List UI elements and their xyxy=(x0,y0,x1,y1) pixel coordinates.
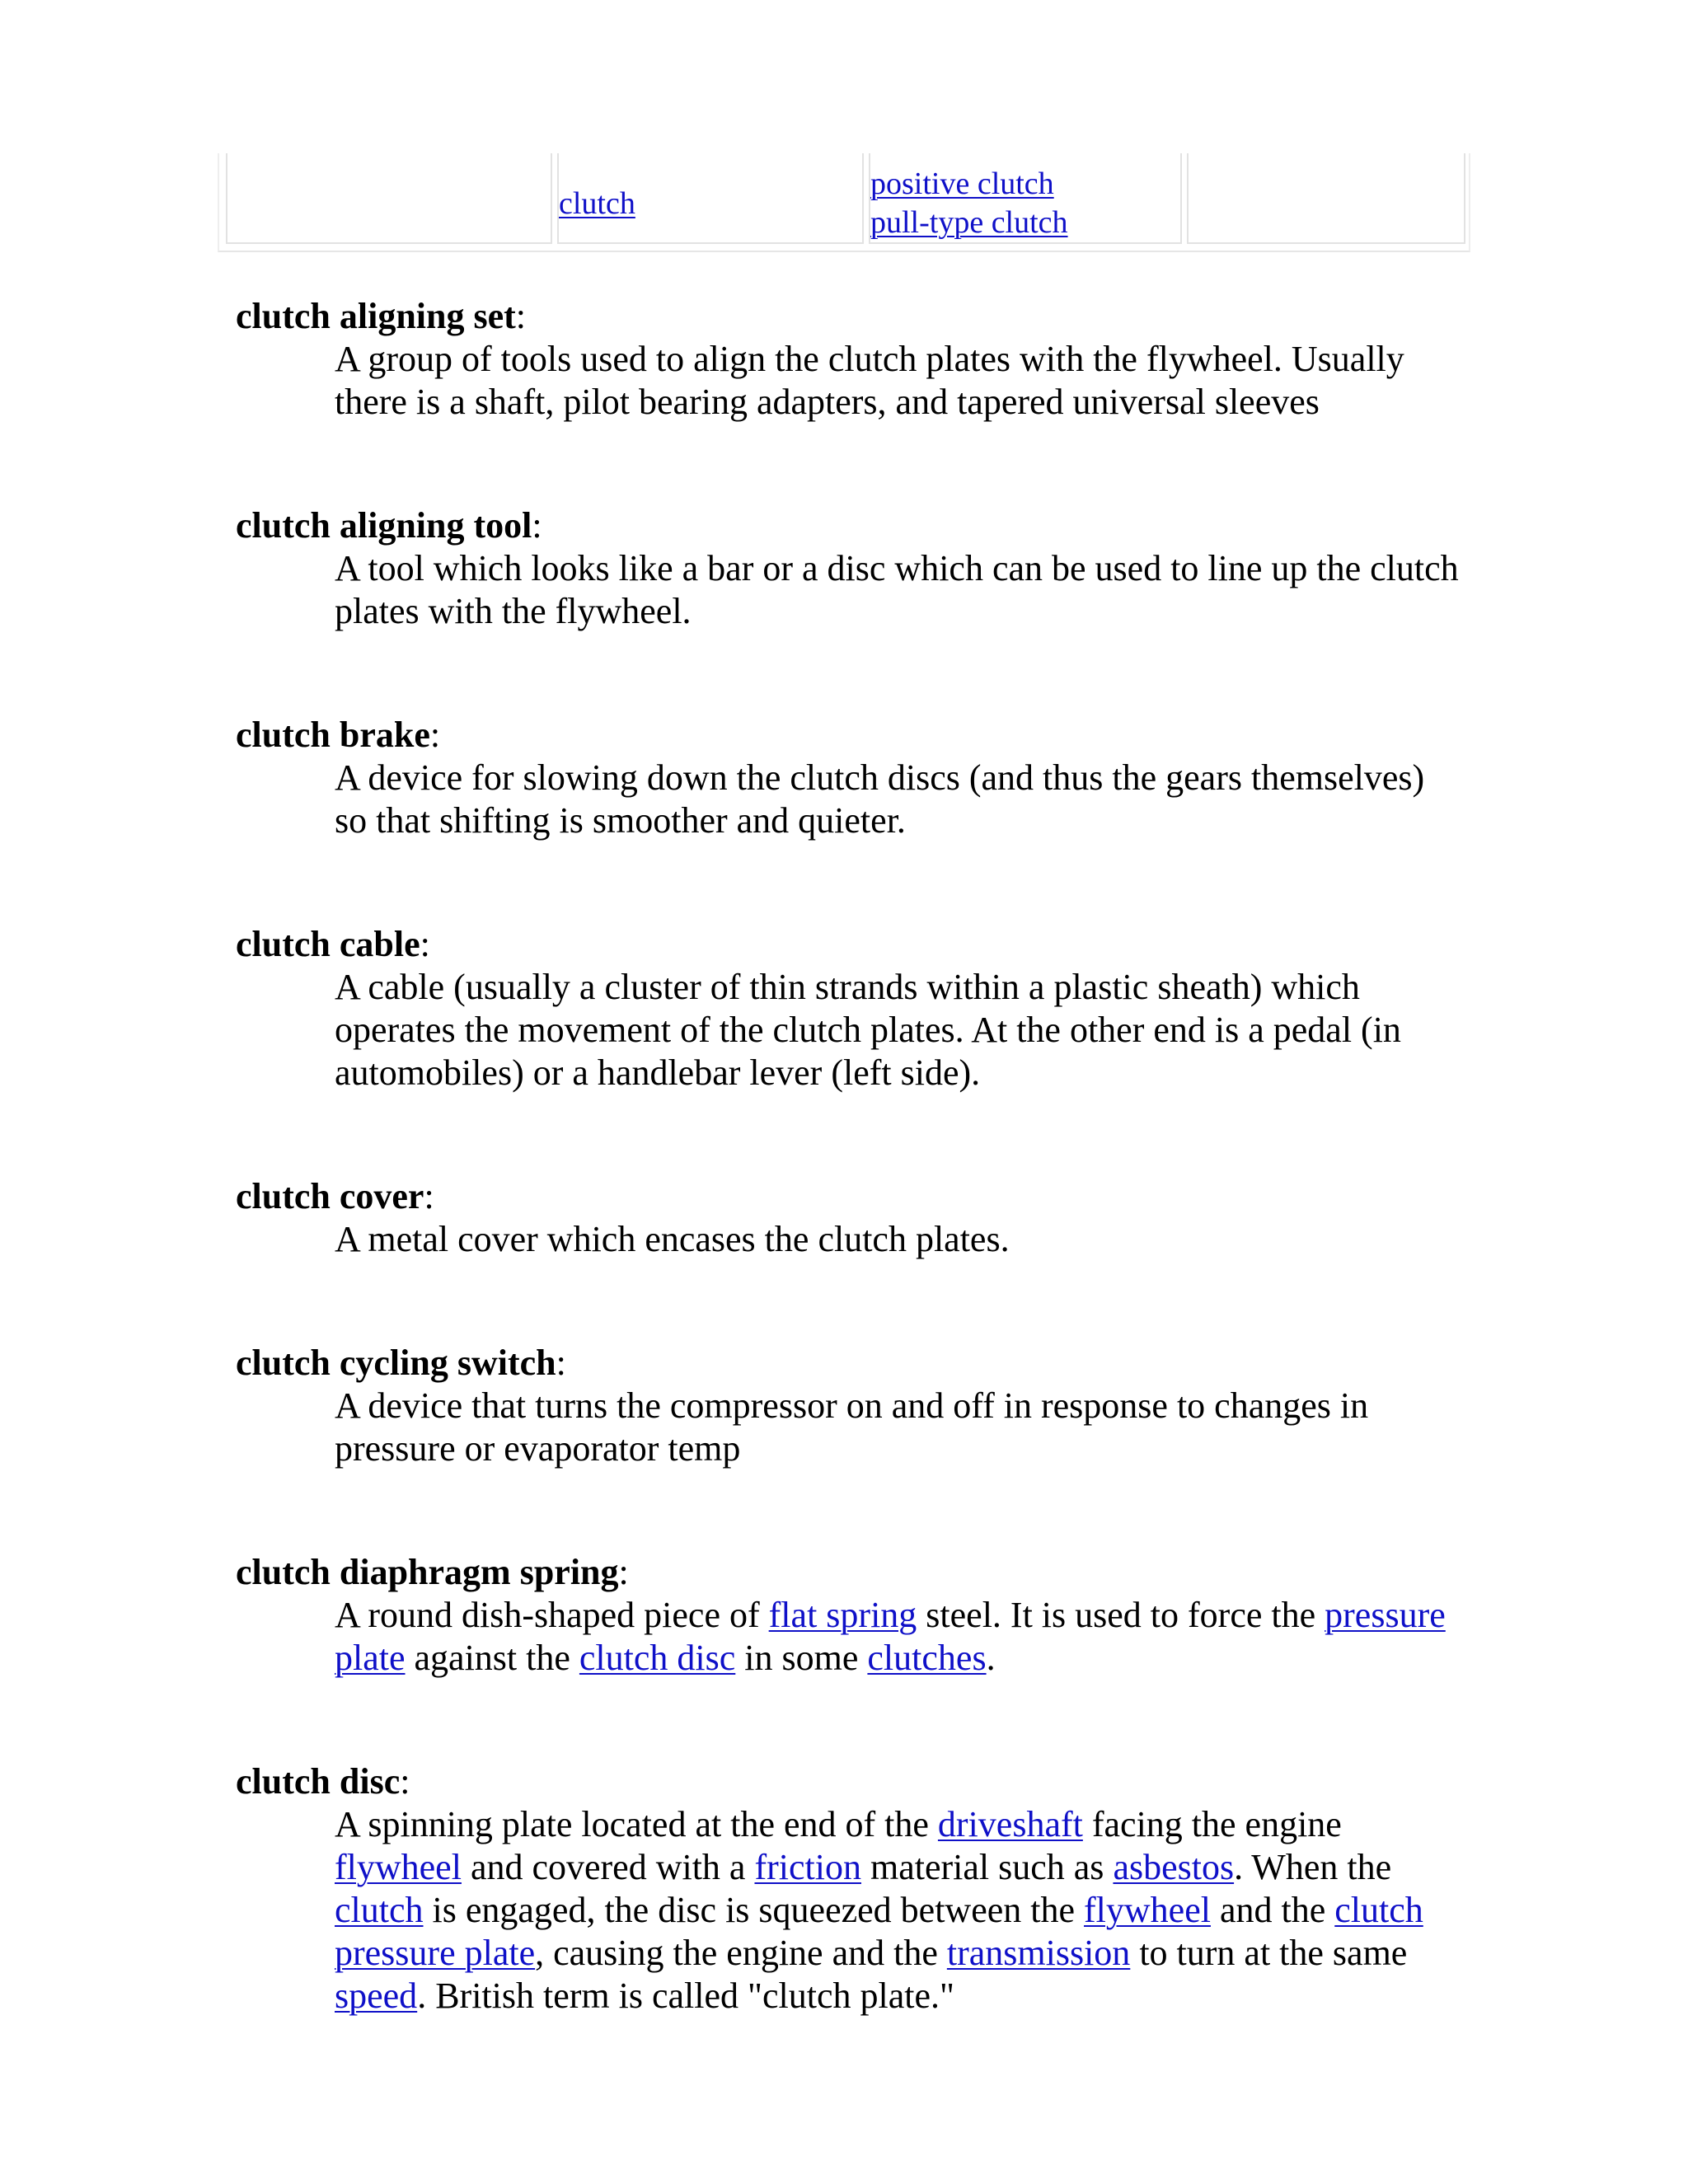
speed-link[interactable]: speed xyxy=(335,1975,418,2016)
table-cell xyxy=(557,153,864,244)
entry-definition xyxy=(335,338,1464,424)
entry-term: clutch brake: xyxy=(236,715,441,755)
entry-definition xyxy=(335,547,1464,633)
entry-definition xyxy=(335,1594,1464,1680)
pressure-plate-link[interactable]: pressure plate xyxy=(335,1595,1446,1678)
definition-text: and covered with a xyxy=(461,1847,755,1887)
definition-text: facing the engine xyxy=(1082,1804,1342,1844)
entry-term: clutch diaphragm spring: xyxy=(236,1552,629,1592)
flywheel-link[interactable]: flywheel xyxy=(1084,1890,1211,1930)
definition-text: . British term is called "clutch plate." xyxy=(417,1975,954,2016)
definition-text: A device for slowing down the clutch discs (and thus the gears themselves) so that shifting is smoother and quieter. xyxy=(335,757,1425,841)
entry-term: clutch cover: xyxy=(236,1176,434,1216)
entry-definition xyxy=(335,966,1464,1094)
definition-text: to turn at the same xyxy=(1130,1933,1408,1973)
definition-text: A device that turns the compressor on and off in response to changes in pressure or evaporator temp xyxy=(335,1385,1369,1469)
glossary-entry xyxy=(236,1760,1472,2018)
entry-definition xyxy=(335,757,1464,842)
definition-text: is engaged, the disc is squeezed between the xyxy=(423,1890,1085,1930)
definition-text: steel. It is used to force the xyxy=(917,1595,1325,1635)
entry-term: clutch aligning tool: xyxy=(236,505,542,546)
transmission-link[interactable]: transmission xyxy=(946,1933,1131,1973)
glossary-entry xyxy=(236,714,1472,842)
table-cell xyxy=(226,153,552,244)
entry-term: clutch cable: xyxy=(236,924,430,964)
glossary-entry xyxy=(236,1342,1472,1470)
clutch-disc-link[interactable]: clutch disc xyxy=(579,1638,736,1678)
entry-definition xyxy=(335,1218,1464,1261)
asbestos-link[interactable]: asbestos xyxy=(1113,1847,1235,1887)
definition-text: material such as xyxy=(860,1847,1114,1887)
definition-text: , causing the engine and the xyxy=(535,1933,947,1973)
definition-text: A metal cover which encases the clutch plates. xyxy=(335,1219,1010,1259)
pull-type-clutch-link[interactable]: pull-type clutch xyxy=(870,205,1068,240)
clutch-link[interactable]: clutch xyxy=(559,186,635,221)
definition-text: A cable (usually a cluster of thin strands within a plastic sheath) which operates the movement of the clutch plates. At the other end is a pedal (in automobiles) or a handlebar lever (left side). xyxy=(335,967,1401,1093)
flywheel-link[interactable]: flywheel xyxy=(335,1847,462,1887)
definition-text: A tool which looks like a bar or a disc which can be used to line up the clutch plates with the flywheel. xyxy=(335,548,1459,631)
table-cell xyxy=(869,153,1182,244)
definition-text: A spinning plate located at the end of the xyxy=(335,1804,938,1844)
entry-definition xyxy=(335,1803,1464,2018)
glossary-entry xyxy=(236,295,1472,424)
flat-spring-link[interactable]: flat spring xyxy=(768,1595,917,1635)
entry-definition xyxy=(335,1385,1464,1470)
driveshaft-link[interactable]: driveshaft xyxy=(937,1804,1083,1844)
glossary-entry xyxy=(236,1551,1472,1680)
table-cell xyxy=(1187,153,1465,244)
definition-text: against the xyxy=(405,1638,579,1678)
definition-text: A round dish-shaped piece of xyxy=(335,1595,769,1635)
definition-text: . xyxy=(986,1638,996,1678)
clutches-link[interactable]: clutches xyxy=(867,1638,987,1678)
glossary-entry xyxy=(236,504,1472,633)
glossary-entry xyxy=(236,1175,1472,1261)
entry-term: clutch cycling switch: xyxy=(236,1343,566,1383)
friction-link[interactable]: friction xyxy=(754,1847,861,1887)
definition-text: in some xyxy=(735,1638,868,1678)
definition-text: and the xyxy=(1210,1890,1335,1930)
clutch-link[interactable]: clutch xyxy=(335,1890,424,1930)
definition-text: . When the xyxy=(1234,1847,1392,1887)
clutch-pressure-plate-link[interactable]: clutch pressure plate xyxy=(335,1890,1423,1973)
definition-text: A group of tools used to align the clutch plates with the flywheel. Usually there is a shaft, pilot bearing adapters, and tapered universal sleeves xyxy=(335,339,1404,422)
entry-term: clutch aligning set: xyxy=(236,296,527,336)
glossary-entry xyxy=(236,923,1472,1094)
related-terms-table xyxy=(218,153,1470,252)
positive-clutch-link[interactable]: positive clutch xyxy=(870,166,1054,201)
entry-term: clutch disc: xyxy=(236,1761,410,1802)
